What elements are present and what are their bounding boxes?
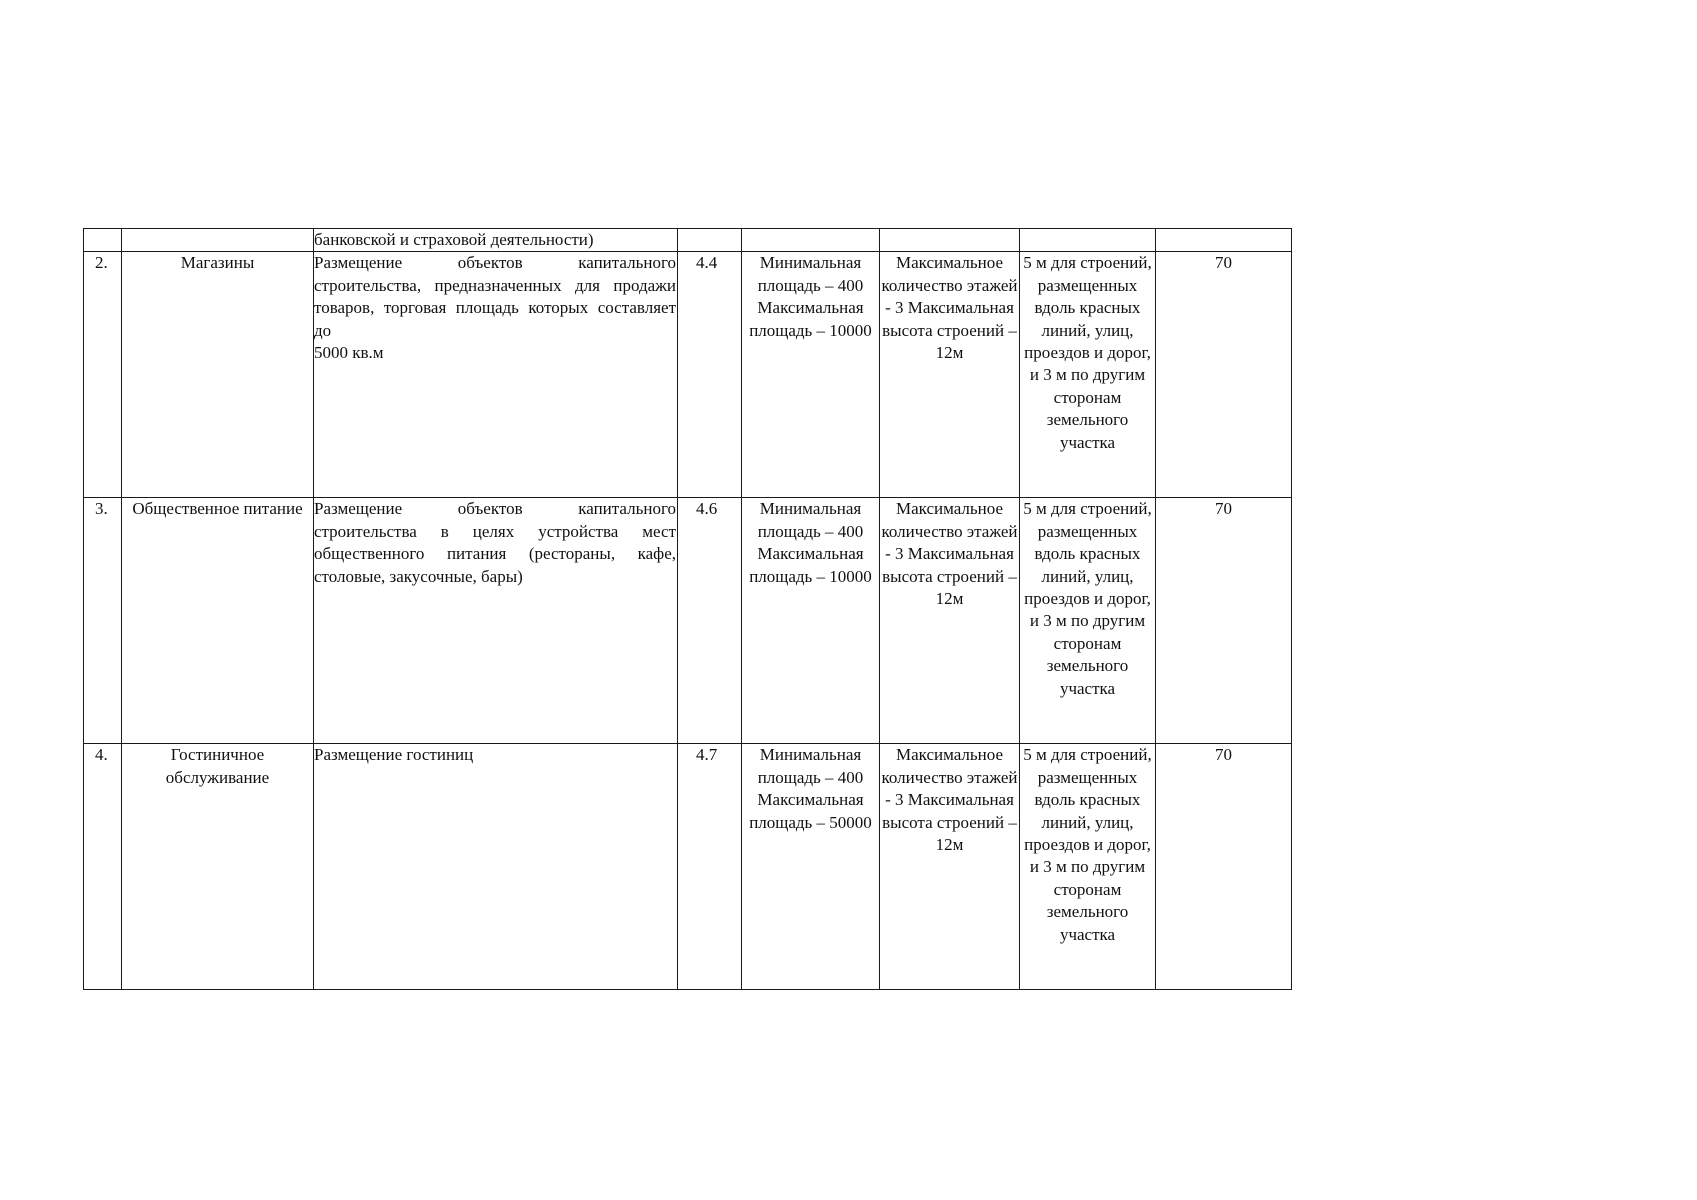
zoning-regulations-table (83, 228, 1292, 990)
cell-floors-height (880, 229, 1020, 252)
cell-coverage-percent (1156, 229, 1292, 252)
cell-use-code: 4.7 (678, 744, 742, 990)
cell-plot-area (742, 229, 880, 252)
table-row-continuation (84, 229, 1292, 252)
description-text: Размещение объектов капитального строительства, предназначенных для продажи товаров, торговая площадь которых составляет до (314, 253, 676, 340)
cell-use-code (678, 229, 742, 252)
cell-setbacks: 5 м для строений, размещенных вдоль красных линий, улиц, проездов и дорог, и 3 м по другим сторонам земельного участка (1020, 252, 1156, 498)
cell-use-name (122, 229, 314, 252)
cell-setbacks (1020, 229, 1156, 252)
cell-number: 4. (84, 744, 122, 990)
cell-coverage-percent: 70 (1156, 252, 1292, 498)
cell-number: 2. (84, 252, 122, 498)
table-row (84, 498, 1292, 744)
table-row (84, 744, 1292, 990)
cell-use-name: Магазины (122, 252, 314, 498)
cell-use-name: Гостиничное обслуживание (122, 744, 314, 990)
cell-use-description: банковской и страховой деятельности) (314, 229, 678, 252)
cell-plot-area: Минимальная площадь – 400 Максимальная площадь – 50000 (742, 744, 880, 990)
table-row (84, 252, 1292, 498)
cell-floors-height: Максимальное количество этажей - 3 Максимальная высота строений – 12м (880, 252, 1020, 498)
cell-plot-area: Минимальная площадь – 400 Максимальная площадь – 10000 (742, 498, 880, 744)
cell-use-description (314, 252, 678, 498)
cell-floors-height: Максимальное количество этажей - 3 Максимальная высота строений – 12м (880, 744, 1020, 990)
cell-setbacks: 5 м для строений, размещенных вдоль красных линий, улиц, проездов и дорог, и 3 м по другим сторонам земельного участка (1020, 744, 1156, 990)
description-text: Размещение гостиниц (314, 745, 474, 765)
cell-use-description (314, 498, 678, 744)
cell-use-name: Общественное питание (122, 498, 314, 744)
cell-number (84, 229, 122, 252)
cell-use-code: 4.4 (678, 252, 742, 498)
cell-use-code: 4.6 (678, 498, 742, 744)
description-text: Размещение объектов капитального строительства в целях устройства мест общественного питания (рестораны, кафе, столовые, закусочные, бары) (314, 499, 676, 586)
cell-coverage-percent: 70 (1156, 498, 1292, 744)
cell-use-description (314, 744, 678, 990)
cell-coverage-percent: 70 (1156, 744, 1292, 990)
cell-floors-height: Максимальное количество этажей - 3 Максимальная высота строений – 12м (880, 498, 1020, 744)
description-tail-text: 5000 кв.м (314, 343, 384, 363)
cell-plot-area: Минимальная площадь – 400 Максимальная площадь – 10000 (742, 252, 880, 498)
cell-setbacks: 5 м для строений, размещенных вдоль красных линий, улиц, проездов и дорог, и 3 м по другим сторонам земельного участка (1020, 498, 1156, 744)
cell-number: 3. (84, 498, 122, 744)
